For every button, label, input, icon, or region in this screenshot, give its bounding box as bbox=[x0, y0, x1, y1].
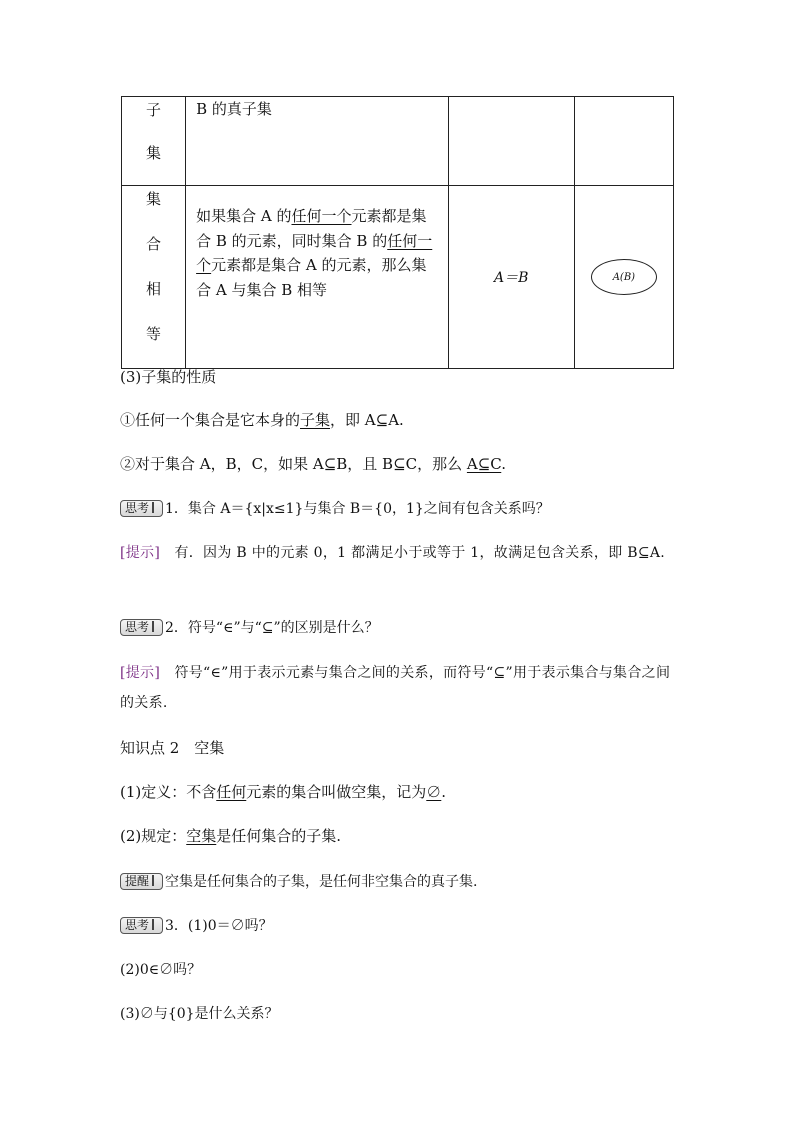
row-label-char: 子 bbox=[146, 101, 162, 119]
think-question-3c: (3)∅与{0}是什么关系？ bbox=[120, 1006, 279, 1022]
notation-cell bbox=[448, 97, 574, 186]
text-segment: (2)规定： bbox=[120, 827, 187, 845]
row-label-cell bbox=[122, 97, 186, 186]
text-segment: 是任何集合的子集. bbox=[216, 827, 342, 845]
subset-table bbox=[121, 96, 674, 369]
empty-set-definition bbox=[120, 781, 446, 803]
question-text: 2．符号“∈”与“⊆”的区别是什么？ bbox=[165, 620, 379, 636]
table-row bbox=[122, 97, 674, 186]
venn-cell bbox=[574, 186, 673, 369]
row-label-char: 集 bbox=[146, 144, 162, 162]
question-text: 3．(1)0＝∅吗？ bbox=[165, 918, 273, 934]
definition-text: B 的真子集 bbox=[196, 100, 272, 118]
row-label-char: 合 bbox=[146, 235, 162, 253]
text-segment: 如果集合 A 的 bbox=[196, 207, 292, 225]
text-segment: . bbox=[441, 783, 447, 801]
think-tag-icon: 思考 bbox=[120, 917, 163, 934]
definition-cell bbox=[186, 97, 448, 186]
text-segment: (1)定义：不含 bbox=[120, 783, 217, 801]
reminder-note bbox=[120, 871, 477, 893]
venn-diagram-ellipse bbox=[591, 259, 657, 295]
venn-cell bbox=[574, 97, 673, 186]
answer-text: 有．因为 B 中的元素 0，1 都满足小于或等于 1，故满足包含关系，即 B⊆A. bbox=[174, 545, 666, 561]
underlined-text: 任何 bbox=[216, 783, 247, 801]
think-question-2 bbox=[120, 617, 379, 639]
question-text: 1．集合 A＝{x|x≤1}与集合 B＝{0，1}之间有包含关系吗？ bbox=[165, 501, 550, 517]
think-question-3b: (2)0∈∅吗？ bbox=[120, 962, 202, 978]
answer-text: 符号“∈”用于表示元素与集合之间的关系，而符号“⊆”用于表示集合与集合之间的关系. bbox=[120, 665, 671, 711]
empty-set-rule bbox=[120, 825, 341, 847]
hint-answer-2 bbox=[120, 658, 675, 718]
knowledge-point-title: 知识点 2 空集 bbox=[120, 739, 225, 757]
underlined-text: 子集 bbox=[300, 411, 331, 429]
row-label-cell bbox=[122, 186, 186, 369]
notation-cell bbox=[448, 186, 574, 369]
set-equality-notation: A＝B bbox=[493, 270, 529, 286]
row-label-char: 集 bbox=[146, 190, 162, 208]
hint-label: [提示] bbox=[120, 665, 161, 681]
text-segment: 元素的集合叫做空集，记为 bbox=[246, 783, 427, 801]
underlined-text: 空集 bbox=[186, 827, 217, 845]
definition-text bbox=[186, 186, 447, 302]
underlined-text: 任何一个 bbox=[196, 231, 433, 275]
property-2 bbox=[120, 453, 506, 475]
underlined-text: A⊆C bbox=[466, 455, 502, 473]
underlined-text: ∅ bbox=[426, 783, 442, 801]
row-label-char: 等 bbox=[146, 325, 162, 343]
hint-label: [提示] bbox=[120, 545, 161, 561]
venn-label: A(B) bbox=[612, 271, 636, 283]
text-segment: ①任何一个集合是它本身的 bbox=[120, 411, 301, 429]
remind-tag-icon: 提醒 bbox=[120, 873, 163, 890]
row-label-char: 相 bbox=[146, 280, 162, 298]
think-question-1 bbox=[120, 498, 550, 520]
think-tag-icon: 思考 bbox=[120, 500, 163, 517]
text-segment: 元素都是集合 A 的元素，那么集合 A 与集合 B 相等 bbox=[196, 256, 427, 299]
text-segment: 元素都是集合 B 的元素，同时集合 B 的 bbox=[196, 207, 427, 250]
property-1 bbox=[120, 409, 404, 431]
text-segment: . bbox=[501, 455, 507, 473]
text-segment: ，即 A⊆A. bbox=[330, 411, 404, 429]
think-question-3 bbox=[120, 915, 273, 937]
think-tag-icon: 思考 bbox=[120, 619, 163, 636]
underlined-text: 任何一个 bbox=[291, 207, 352, 225]
hint-answer-1 bbox=[120, 538, 675, 568]
text-segment: ②对于集合 A，B，C，如果 A⊆B，且 B⊆C，那么 bbox=[120, 455, 467, 473]
table-row bbox=[122, 186, 674, 369]
section-heading: (3)子集的性质 bbox=[120, 368, 217, 386]
definition-cell bbox=[186, 186, 448, 369]
reminder-text: 空集是任何集合的子集，是任何非空集合的真子集. bbox=[165, 874, 478, 890]
